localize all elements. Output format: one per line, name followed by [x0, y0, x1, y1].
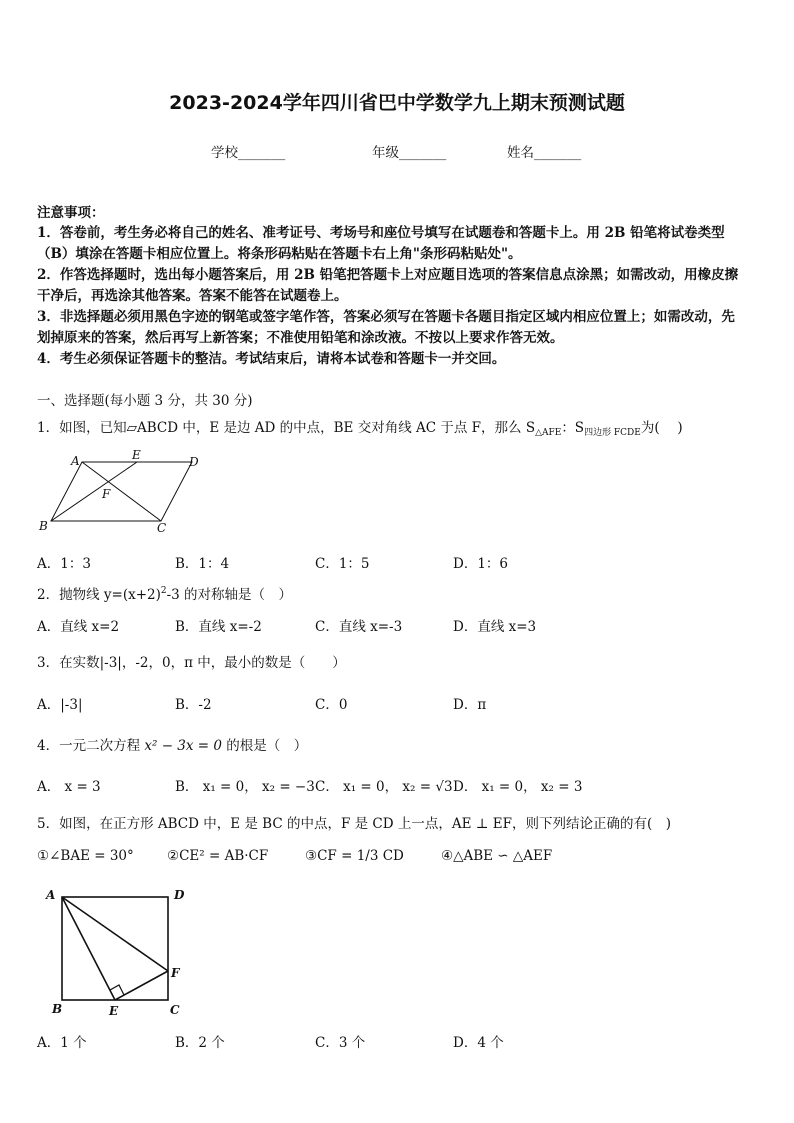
page-title: 2023-2024学年四川省巴中学数学九上期末预测试题	[169, 92, 625, 114]
option-d: D．π	[453, 697, 487, 713]
conclusion-4: ④△ABE ∽ △AEF	[441, 848, 553, 864]
option-b: B．直线 x=-2	[175, 619, 262, 635]
notice-line: 3．非选择题必须用黑色字迹的钢笔或签字笔作答，答案必须写在答题卡各题目指定区域内相应位置上；如需改动，先	[37, 309, 735, 325]
vertex-label-e: E	[132, 448, 141, 462]
option-a: A．1 个	[37, 1035, 87, 1051]
vertex-label-b: B	[52, 1002, 63, 1016]
equation: x² − 3x = 0	[144, 738, 222, 754]
vertex-label-a: A	[71, 454, 80, 468]
notice-line: 1．答卷前，考生务必将自己的姓名、准考证号、考场号和座位号填写在试题卷和答题卡上。用 2B 铅笔将试卷类型	[37, 225, 725, 241]
option-c: C．3 个	[315, 1035, 366, 1051]
option-a: A． x = 3	[37, 779, 101, 795]
option-c: C．直线 x=-3	[315, 619, 403, 635]
option-d: D．直线 x=3	[453, 619, 537, 635]
notice-heading: 注意事项：	[37, 205, 105, 221]
vertex-label-c: C	[170, 1003, 180, 1017]
question-3-text: 3．在实数|-3|，-2，0，π 中，最小的数是（ ）	[37, 655, 346, 671]
vertex-label-d: D	[174, 888, 185, 902]
option-a: A．直线 x=2	[37, 619, 120, 635]
vertex-label-d: D	[189, 455, 199, 469]
vertex-label-b: B	[39, 519, 48, 533]
option-b: B．-2	[175, 697, 212, 713]
option-a: A．1：3	[37, 556, 91, 572]
vertex-label-a: A	[46, 888, 56, 902]
point-label-f: F	[102, 487, 111, 501]
parallelogram-figure	[35, 448, 215, 540]
name-field: 姓名_______	[507, 145, 582, 161]
point-label-e: E	[109, 1004, 119, 1018]
option-c: C．1：5	[315, 556, 370, 572]
question-2-text: 2．抛物线 $y=(x+2)^2-3$ 的对称轴是（ ）	[37, 586, 293, 603]
question-1-text: 1．如图，已知▱ABCD 中，E 是边 AD 的中点，BE 交对角线 AC 于点 F，那么 $S_{\triangle AFE}$：$S_{四边形 FCDE}$为( )	[37, 420, 683, 438]
square-figure	[40, 883, 190, 1021]
vertex-label-c: C	[157, 521, 167, 535]
conclusion-2: ②CE² = AB·CF	[167, 848, 269, 864]
point-label-f: F	[171, 966, 180, 980]
option-c: C．0	[315, 697, 348, 713]
notice-line: 干净后，再选涂其他答案。答案不能答在试题卷上。	[37, 288, 348, 304]
notice-line: 2．作答选择题时，选出每小题答案后，用 2B 铅笔把答题卡上对应题目选项的答案信息点涂黑；如需改动，用橡皮擦	[37, 267, 739, 283]
question-5-text: 5．如图，在正方形 ABCD 中，E 是 BC 的中点，F 是 CD 上一点，AE ⊥ EF，则下列结论正确的有( )	[37, 816, 672, 832]
option-d: D．1：6	[453, 556, 509, 572]
question-4-text: 4．一元二次方程 x² − 3x = 0 的根是（ ）	[37, 738, 308, 754]
conclusion-1: ①∠BAE = 30°	[37, 848, 134, 864]
option-d: D．4 个	[453, 1035, 504, 1051]
notice-line: 划掉原来的答案，然后再写上新答案；不准使用铅笔和涂改液。不按以上要求作答无效。	[37, 330, 564, 346]
conclusion-3: ③CF = 1/3 CD	[305, 848, 404, 864]
section-heading: 一、选择题(每小题 3 分，共 30 分)	[37, 393, 253, 409]
school-field: 学校_______	[211, 145, 286, 161]
option-b: B．2 个	[175, 1035, 225, 1051]
option-a: A．|-3|	[37, 697, 83, 713]
grade-field: 年级_______	[372, 145, 447, 161]
option-c: C． x₁ = 0， x₂ = √3	[315, 779, 453, 795]
option-b: B． x₁ = 0， x₂ = −3	[175, 779, 315, 795]
notice-line: 4．考生必须保证答题卡的整洁。考试结束后，请将本试卷和答题卡一并交回。	[37, 351, 506, 367]
option-d: D． x₁ = 0， x₂ = 3	[453, 779, 583, 795]
notice-line: （B）填涂在答题卡相应位置上。将条形码粘贴在答题卡右上角"条形码粘贴处"。	[37, 246, 522, 262]
option-b: B．1：4	[175, 556, 230, 572]
